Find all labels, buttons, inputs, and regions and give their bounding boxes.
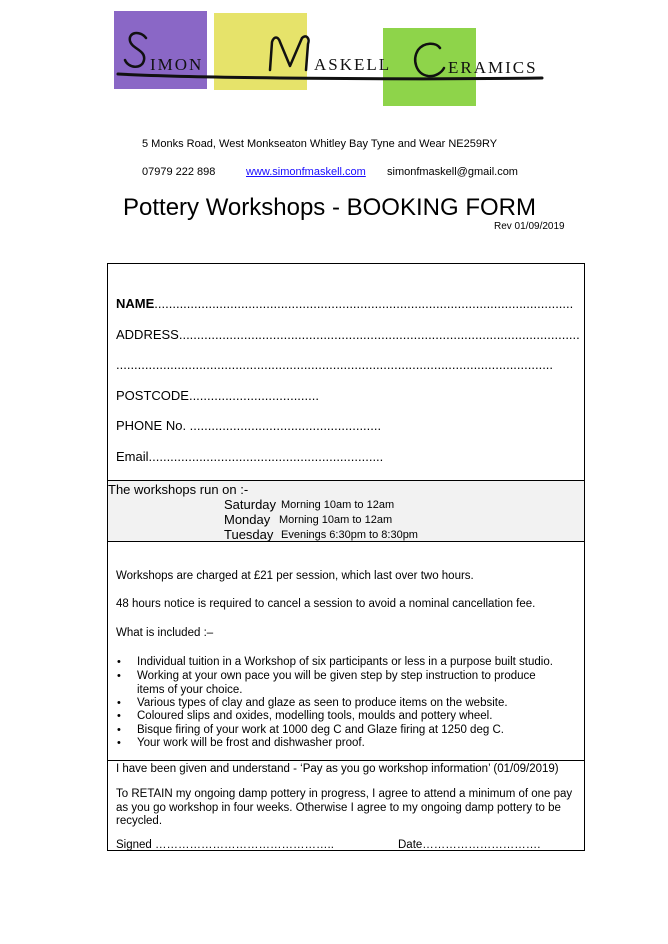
name-field[interactable] <box>116 296 573 311</box>
notice-text: 48 hours notice is required to cancel a session to avoid a nominal cancellation fee. <box>116 598 536 610</box>
address-text: 5 Monks Road, West Monkseaton Whitley Bay Tyne and Wear NE259RY <box>142 138 498 150</box>
schedule-day: Tuesday <box>224 527 274 542</box>
list-item: Bisque firing of your work at 1000 deg C and Glaze firing at 1250 deg C. <box>137 724 504 736</box>
bullet-dot: • <box>117 670 121 682</box>
date-field[interactable]: Date…………………………. <box>398 839 541 851</box>
bullet-dot: • <box>117 697 121 709</box>
list-item: Working at your own pace you will be given step by step instruction to produce items of your choice. <box>137 670 536 696</box>
phone-number: 07979 222 898 <box>142 166 216 178</box>
section-divider <box>107 760 585 761</box>
svg-text:IMON: IMON <box>150 55 204 74</box>
website-link[interactable]: www.simonfmaskell.com <box>246 166 366 178</box>
section-divider <box>107 541 585 542</box>
schedule-day: Monday <box>224 512 271 527</box>
bullet-dot: • <box>117 724 121 736</box>
schedule-time: Morning 10am to 12am <box>281 499 395 511</box>
svg-text:ERAMICS: ERAMICS <box>448 58 538 77</box>
list-item: Your work will be frost and dishwasher proof. <box>137 737 365 749</box>
charge-text: Workshops are charged at £21 per session, which last over two hours. <box>116 570 474 582</box>
signature-field[interactable]: Signed ……………………………………….. <box>116 839 334 851</box>
name-dots: .................................................................................................................... <box>154 296 574 311</box>
understand-text: I have been given and understand - ‘Pay as you go workshop information’ (01/09/2019) <box>116 763 559 775</box>
address-field[interactable]: ADDRESS............................................................................................................... <box>116 327 580 342</box>
address-field-line2[interactable]: ......................................................................................................................... <box>116 357 554 372</box>
section-divider <box>107 480 585 481</box>
schedule-day: Saturday <box>224 497 277 512</box>
email-field[interactable]: Email................................................................. <box>116 449 384 464</box>
phone-field[interactable]: PHONE No. ..................................................... <box>116 418 382 433</box>
name-label: NAME <box>116 296 155 311</box>
schedule-time: Morning 10am to 12am <box>279 514 393 526</box>
revision-label: Rev 01/09/2019 <box>494 221 565 232</box>
schedule-time: Evenings 6:30pm to 8:30pm <box>281 529 418 541</box>
bullet-dot: • <box>117 737 121 749</box>
list-item: Various types of clay and glaze as seen to produce items on the website. <box>137 697 508 709</box>
included-heading: What is included :– <box>116 627 214 639</box>
schedule-heading: The workshops run on :- <box>108 482 249 497</box>
contact-email: simonfmaskell@gmail.com <box>387 166 518 178</box>
bullet-dot: • <box>117 656 121 668</box>
retain-text: To RETAIN my ongoing damp pottery in progress, I agree to attend a minimum of one pay as you go workshop in four weeks. Otherwise I agree to my ongoing damp pottery to be recycled. <box>116 788 573 827</box>
bullet-dot: • <box>117 710 121 722</box>
logo-wordmark <box>110 8 550 98</box>
list-item: Individual tuition in a Workshop of six participants or less in a purpose built studio. <box>137 656 553 668</box>
page-title: Pottery Workshops - BOOKING FORM <box>123 194 536 221</box>
list-item: Coloured slips and oxides, modelling tools, moulds and pottery wheel. <box>137 710 493 722</box>
postcode-field[interactable]: POSTCODE.................................... <box>116 388 319 403</box>
svg-text:ASKELL: ASKELL <box>314 55 392 74</box>
